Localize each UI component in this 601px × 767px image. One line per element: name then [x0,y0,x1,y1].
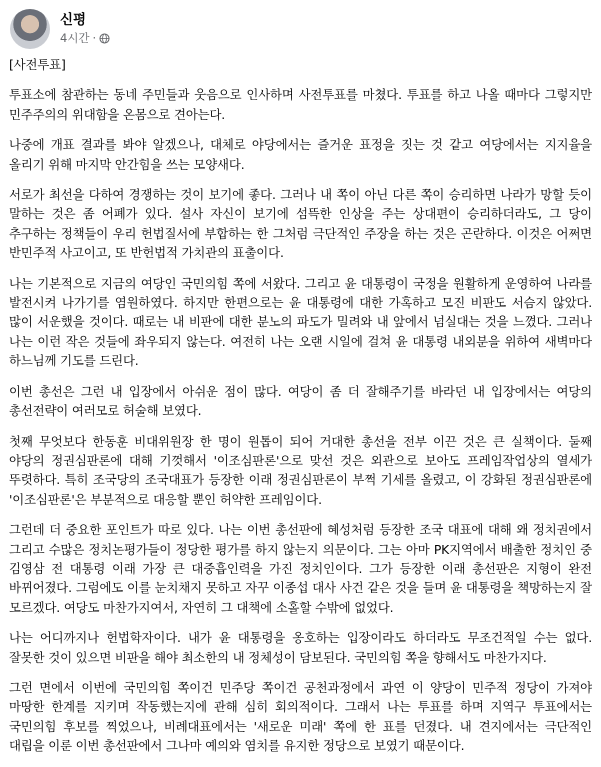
globe-icon[interactable] [99,33,110,44]
post-body [9,55,592,767]
post-paragraph: 그런데 더 중요한 포인트가 따로 있다. 나는 이번 총선판에 혜성처럼 등장한 조국 대표에 대해 왜 정치권에서 그리고 수많은 정치논평가들이 정당한 평가를 하지 않는지 의문이다. 그는 아마 PK지역에서 배출한 정치인 중 김영삼 전 대통령 이래 가장 큰 대중흡인력을 가진 정치인이다. 그가 등장한 이래 총선판은 지형이 완전 바뀌어졌다. 그럼에도 이를 눈치채지 못하고 자꾸 이종섭 대사 사건 같은 것을 들며 윤 대통령을 책망하는지 잘 모르겠다. 여당도 마찬가지여서, 자연히 그 대책에 소홀할 수밖에 없었다. [9,522,592,615]
post-paragraph: 나는 어디까지나 헌법학자이다. 내가 윤 대통령을 옹호하는 입장이라도 하더라도 무조건적일 수는 없다. 잘못한 것이 있으면 비판을 해야 최소한의 내 정체성이 담보된다. 국민의힘 쪽을 향해서도 마찬가지다. [9,630,592,665]
post-paragraph: 서로가 최선을 다하여 경쟁하는 것이 보기에 좋다. 그러나 내 쪽이 아닌 다른 쪽이 승리하면 나라가 망할 듯이 말하는 것은 좀 어폐가 있다. 설사 자신이 보기에 섬뜩한 인상을 주는 상대편이 승리하더라도, 그 당이 추구하는 정책들이 우리 헌법질서에 부합하는 한 그처럼 극단적인 주장을 하는 것은 곤란하다. 이것은 어쩌면 반민주적 사고이고, 또 반헌법적 가치관의 표출이다. [9,187,592,261]
avatar[interactable] [10,9,50,49]
post-time[interactable]: 4시간 [60,31,90,45]
author-name[interactable]: 신평 [60,12,87,28]
post-subline [60,31,110,46]
post-paragraph: 투표소에 참관하는 동네 주민들과 웃음으로 인사하며 사전투표를 마쳤다. 투표를 하고 나올 때마다 그렇지만 민주주의의 위대함을 온몸으로 견아는다. [9,87,592,122]
post-header [10,9,110,49]
post-paragraph: 이번 총선은 그런 내 입장에서 아쉬운 점이 많다. 여당이 좀 더 잘해주기를 바라던 내 입장에서는 여당의 총선전략이 여러모로 허술해 보였다. [9,383,592,419]
post-paragraph: 나중에 개표 결과를 봐야 알겠으나, 대체로 야당에서는 즐거운 표정을 짓는 것 같고 여당에서는 지지율을 올리기 위해 마지막 안간힘을 쓰는 모양새다. [9,137,592,172]
post-paragraph: 나는 기본적으로 지금의 여당인 국민의힘 쪽에 서왔다. 그리고 윤 대통령이 국정을 원활하게 운영하여 나라를 발전시켜 나가기를 염원하였다. 하지만 한편으로는 윤 대통령에 대한 가혹하고 모진 비판도 서슴지 않았다. 많이 서운했을 것이다. 때로는 내 비판에 대한 분노의 파도가 밀려와 내 앞에서 넘실대는 것을 느꼈다. 그러나 나는 이런 작은 것들에 좌우되지 않는다. 여전히 나는 오랜 시일에 걸쳐 윤 대통령 내외분을 위하여 새벽마다 하느님께 기도를 드린다. [9,275,592,369]
post-meta [60,12,110,46]
post-paragraph: 첫째 무엇보다 한동훈 비대위원장 한 명이 원톱이 되어 거대한 총선을 전부 이끈 것은 큰 실책이다. 둘째 야당의 정권심판론에 대해 기껏해서 '이조심판론'으로 맞선 것은 외관으로 보아도 프레임작업상의 열세가 뚜렷하다. 특히 조국당의 조국대표가 등장한 이래 정권심판론이 부쩍 기세를 올렸고, 이 강화된 정권심판론에 '이조심판론'은 부분적으로 대응할 뿐인 허약한 프레임이다. [9,433,592,507]
separator-dot: · [92,31,97,45]
post-title: [사전투표] [9,57,66,72]
post-paragraph: 그런 면에서 이번에 국민의힘 쪽이건 민주당 쪽이건 공천과정에서 과연 이 양당이 민주적 정당이 가져야 마땅한 한계를 지키며 작동했는지에 관해 심히 회의적이다. 그래서 나는 투표를 하며 지역구 투표에서는 국민의힘 후보를 찍었으나, 비례대표에서는 '새로운 미래' 쪽에 한 표를 던졌다. 내 견지에서는 극단적인 대립을 이룬 이번 총선판에서 그나마 예의와 염치를 유지한 정당으로 보였기 때문이다. [9,679,592,754]
